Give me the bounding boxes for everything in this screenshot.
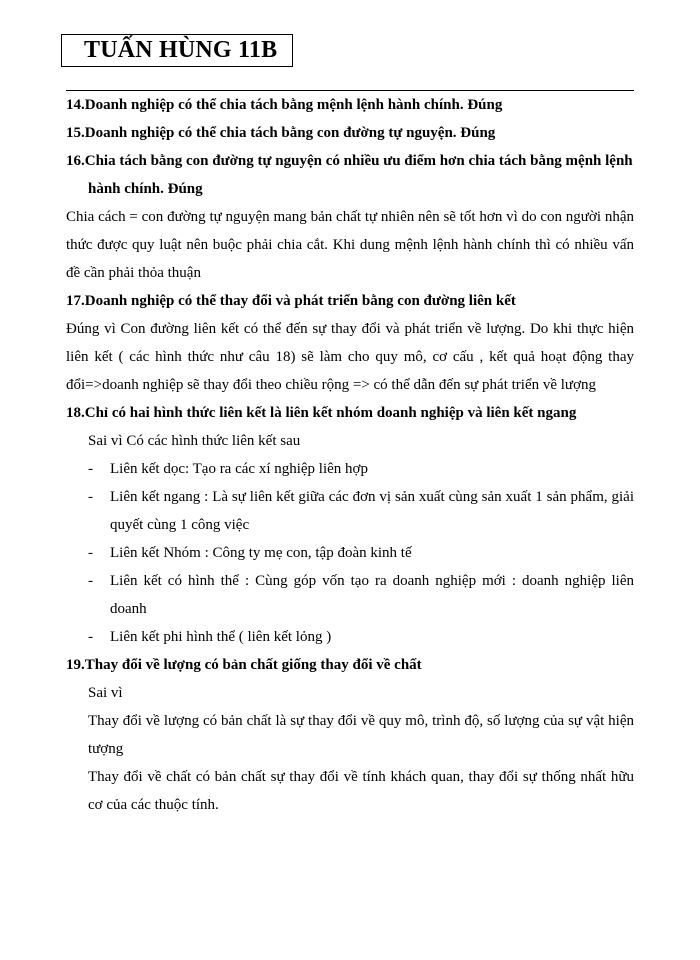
bullet-dash: - — [88, 461, 93, 477]
bullet-dash: - — [88, 629, 93, 645]
list-item: - Liên kết Nhóm : Công ty mẹ con, tập đoàn kinh tế — [66, 539, 634, 567]
list-item: - Liên kết ngang : Là sự liên kết giữa các đơn vị sản xuất cùng sản xuất 1 sản phẩm, giải quyết cùng 1 công việc — [66, 483, 634, 539]
question-19: 19.Thay đổi về lượng có bản chất giống thay đổi về chất — [66, 657, 422, 673]
list-item: - Liên kết phi hình thể ( liên kết lỏng ) — [66, 623, 634, 651]
answer-19-intro: Sai vì — [88, 685, 123, 701]
list-item: - Liên kết dọc: Tạo ra các xí nghiệp liên hợp — [66, 455, 634, 483]
list-item: - Liên kết có hình thể : Cùng góp vốn tạo ra doanh nghiệp mới : doanh nghiệp liên doanh — [66, 567, 634, 623]
answer-17: Đúng vì Con đường liên kết có thể đến sự thay đổi và phát triển về lượng. Do khi thực hiện liên kết ( các hình thức như câu 18) sẽ làm cho quy mô, cơ cấu , kết quả hoạt động thay đổi=>doanh nghiệp sẽ thay đổi theo chiều rộng => có thể dẫn đến sự phát triển về lượng — [66, 321, 634, 393]
question-16: 16.Chia tách bằng con đường tự nguyện có nhiều ưu điểm hơn chia tách bằng mệnh lệnh hành chính. Đúng — [66, 153, 633, 197]
header-title: TUẤN HÙNG 11B — [61, 34, 293, 67]
question-14: 14.Doanh nghiệp có thể chia tách bằng mệnh lệnh hành chính. Đúng — [66, 97, 503, 113]
bullet-dash: - — [88, 573, 93, 589]
answer-18-list — [66, 455, 634, 651]
answer-18-intro: Sai vì Có các hình thức liên kết sau — [88, 433, 301, 449]
question-17: 17.Doanh nghiệp có thể thay đổi và phát triển bằng con đường liên kết — [66, 293, 516, 309]
answer-19-paragraph-1: Thay đổi về lượng có bản chất là sự thay đổi về quy mô, trình độ, số lượng của sự vật hiện tượng — [88, 713, 634, 757]
bullet-dash: - — [88, 545, 93, 561]
question-18: 18.Chỉ có hai hình thức liên kết là liên kết nhóm doanh nghiệp và liên kết ngang — [66, 405, 577, 421]
bullet-dash: - — [88, 489, 93, 505]
answer-16: Chia cách = con đường tự nguyện mang bản chất tự nhiên nên sẽ tốt hơn vì do con người nhận thức được quy luật nên buộc phải chia cắt. Khi dung mệnh lệnh hành chính thì có nhiều vấn đề cần phải thỏa thuận — [66, 209, 634, 281]
answer-19-paragraph-2: Thay đổi về chất có bản chất sự thay đổi về tính khách quan, thay đổi sự thống nhất hữu cơ của các thuộc tính. — [88, 769, 634, 813]
document-body — [66, 91, 634, 819]
question-15: 15.Doanh nghiệp có thể chia tách bằng con đường tự nguyện. Đúng — [66, 125, 496, 141]
